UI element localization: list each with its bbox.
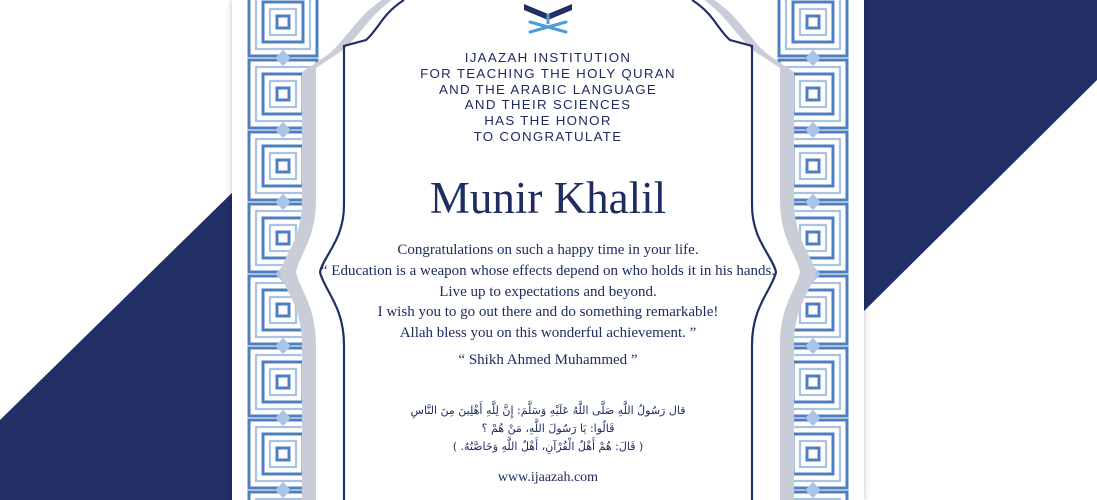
website-url: www.ijaazah.com (497, 470, 599, 485)
message-line: Allah bless you on this wonderful achievement. ” (399, 325, 697, 342)
header-line: FOR TEACHING THE HOLY QURAN (420, 65, 676, 81)
header-line: HAS THE HONOR (484, 113, 612, 129)
arabic-line: قال رَسُولُ اللَّهِ صَلَّى اللَّهُ عَلَيْهِ وَسَلَّمَ: إِنَّ لِلَّهِ أَهْلِينَ مِنَ النَّاسِ (410, 404, 686, 417)
open-book-icon (520, 0, 576, 34)
arabic-line: ( قَالَ: هُمْ أَهْلُ الْقُرْآنِ، أَهْلُ اللَّهِ وَخَاصَّتُهُ. ) (452, 440, 644, 453)
arabic-line: قَالُوا: يَا رَسُولَ اللَّهِ، مَنْ هُمْ ؟ (481, 422, 615, 435)
header-line: TO CONGRATULATE (473, 128, 623, 144)
institution-header (352, 50, 744, 145)
quote-author: “ Shikh Ahmed Muhammed ” (458, 352, 638, 368)
congratulations-message (292, 240, 804, 344)
recipient-name: Munir Khalil (429, 173, 667, 223)
certificate (232, 0, 864, 500)
right-navy-band (860, 0, 1097, 315)
arabic-hadith (372, 402, 724, 456)
message-line: “ Education is a weapon whose effects depend on who holds it in his hands. (320, 262, 776, 279)
header-line: AND THEIR SCIENCES (464, 97, 632, 113)
message-line: Live up to expectations and beyond. (439, 283, 657, 300)
header-line: AND THE ARABIC LANGUAGE (438, 81, 658, 97)
message-line: I wish you to go out there and do something remarkable! (377, 304, 719, 321)
message-line: Congratulations on such a happy time in your life. (397, 242, 699, 258)
left-navy-band (0, 185, 240, 500)
header-line: IJAAZAH INSTITUTION (464, 50, 632, 65)
